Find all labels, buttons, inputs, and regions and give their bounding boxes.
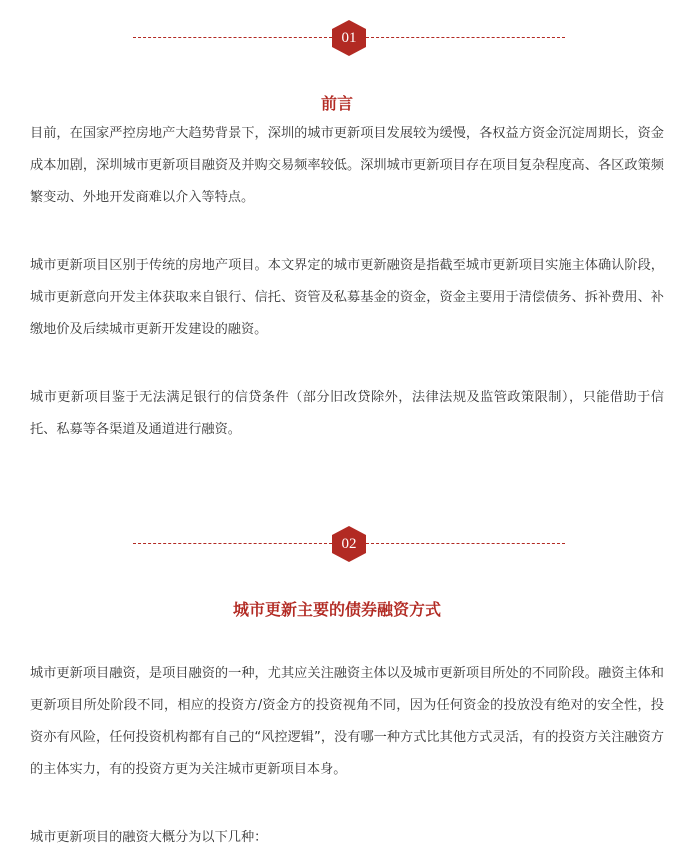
section-number-badge (332, 20, 366, 56)
section-number-badge (332, 526, 366, 562)
paragraph: 城市更新项目区别于传统的房地产项目。本文界定的城市更新融资是指截至城市更新项目实施主体确认阶段，城市更新意向开发主体获取来自银行、信托、资管及私募基金的资金，资金主要用于清偿债务、拆补费用、补缴地价及后续城市更新开发建设的融资。 (30, 258, 664, 337)
paragraph: 城市更新项目的融资大概分为以下几种： (30, 830, 268, 845)
section-title: 前言 (320, 94, 353, 113)
dashed-line-right (366, 37, 565, 38)
dashed-line-left (133, 543, 332, 544)
paragraph: 城市更新项目融资，是项目融资的一种，尤其应关注融资主体以及城市更新项目所处的不同阶段。融资主体和更新项目所处阶段不同，相应的投资方/资金方的投资视角不同，因为任何资金的投放没有绝对的安全性，投资亦有风险，任何投资机构都有自己的“风控逻辑”，没有哪一种方式比其他方式灵活，有的投资方关注融资方的主体实力，有的投资方更为关注城市更新项目本身。 (30, 666, 664, 777)
section-divider-02 (133, 526, 565, 562)
paragraph: 目前，在国家严控房地产大趋势背景下，深圳的城市更新项目发展较为缓慢，各权益方资金沉淀周期长，资金成本加剧，深圳城市更新项目融资及并购交易频率较低。深圳城市更新项目存在项目复杂程度高、各区政策频繁变动、外地开发商难以介入等特点。 (30, 126, 664, 205)
section-number: 01 (341, 30, 357, 46)
section-number: 02 (341, 536, 357, 552)
dashed-line-right (366, 543, 565, 544)
paragraph: 城市更新项目鉴于无法满足银行的信贷条件（部分旧改贷除外，法律法规及监管政策限制），只能借助于信托、私募等各渠道及通道进行融资。 (30, 390, 664, 437)
section-divider-01 (133, 20, 565, 56)
dashed-line-left (133, 37, 332, 38)
section-title: 城市更新主要的债券融资方式 (232, 600, 441, 619)
